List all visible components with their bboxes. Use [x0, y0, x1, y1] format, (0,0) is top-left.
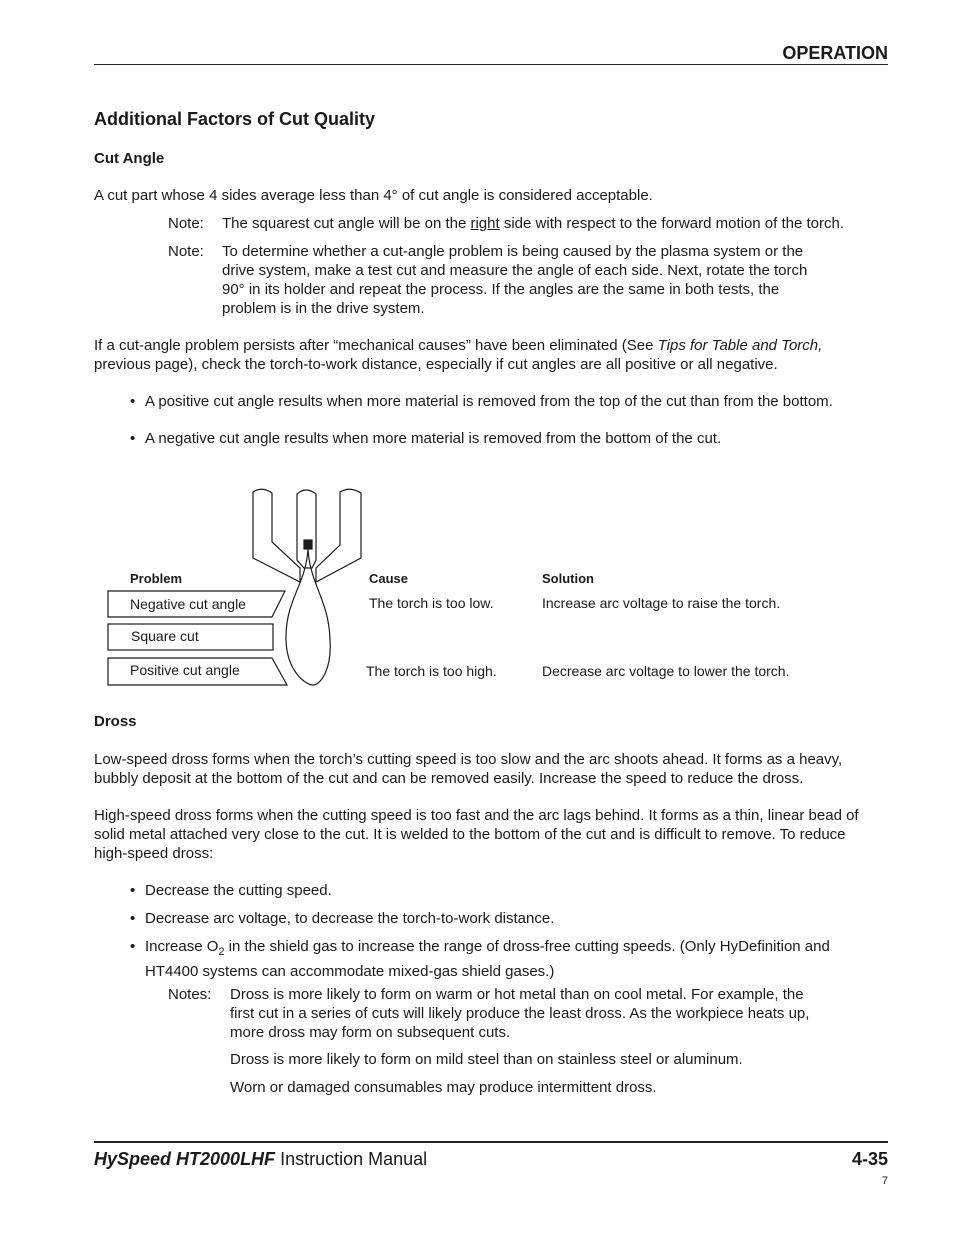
notes-label: Notes: — [168, 986, 212, 1003]
problem-positive: Positive cut angle — [130, 662, 240, 678]
bullet-increase-o2 — [145, 937, 890, 981]
col-cause: Cause — [369, 571, 409, 586]
note1-text-b: side with respect to the forward motion of the torch. — [499, 215, 845, 232]
dross-para2-line: solid metal attached very close to the cut. It is welded to the bottom of the cut and is difficult to remove. To reduce — [94, 826, 846, 843]
bullet3-text-c: HT4400 systems can accommodate mixed-gas shield gases.) — [145, 963, 555, 980]
arc-plume — [286, 549, 330, 685]
note1-text-a: The squarest cut angle will be on the — [222, 215, 471, 232]
notes-consumables: Worn or damaged consumables may produce intermittent dross. — [230, 1079, 657, 1096]
dross-heading: Dross — [94, 713, 137, 730]
dross-para1-line: Low-speed dross forms when the torch’s cutting speed is too slow and the arc shoots ahead. It forms as a heavy, — [94, 751, 843, 768]
note2-line: drive system, make a test cut and measure the angle of each side. Next, rotate the torch — [222, 262, 808, 279]
para1-text-b: previous page), check the torch-to-work distance, especially if cut angles are all positive or all negative. — [94, 356, 778, 373]
para1-italic-ref: Tips for Table and Torch, — [657, 337, 823, 354]
solution-positive: Decrease arc voltage to lower the torch. — [542, 663, 790, 679]
footer-brand: HySpeed HT2000LHF — [94, 1149, 276, 1169]
note2-line: problem is in the drive system. — [222, 300, 425, 317]
dross-high-speed — [94, 806, 904, 863]
cut-angle-intro: A cut part whose 4 sides average less than 4° of cut angle is considered acceptable. — [94, 187, 653, 204]
notes-warm-metal — [230, 985, 850, 1042]
notes1-line: more dross may form on subsequent cuts. — [230, 1024, 511, 1041]
cause-positive: The torch is too high. — [366, 663, 497, 679]
cause-negative: The torch is too low. — [369, 595, 494, 611]
bullet3-subscript: 2 — [218, 946, 225, 958]
notes1-line: first cut in a series of cuts will likely produce the least dross. As the workpiece heats up, — [230, 1005, 810, 1022]
dross-para1-line: bubbly deposit at the bottom of the cut and can be removed easily. Increase the speed to reduce the dross. — [94, 770, 804, 787]
para1-text-a: If a cut-angle problem persists after “mechanical causes” have been eliminated (See — [94, 337, 658, 354]
note2-line: To determine whether a cut-angle problem is being caused by the plasma system or the — [222, 243, 804, 260]
bullet3-text-a: Increase O — [145, 938, 219, 955]
problem-square: Square cut — [131, 628, 199, 644]
bullet-mark: • — [130, 393, 136, 410]
bullet-mark: • — [130, 430, 136, 447]
col-problem: Problem — [130, 571, 183, 586]
notes1-line: Dross is more likely to form on warm or hot metal than on cool metal. For example, the — [230, 986, 804, 1003]
bullet-positive-angle: A positive cut angle results when more material is removed from the top of the cut than from the bottom. — [145, 393, 833, 410]
section-header: OPERATION — [782, 43, 888, 63]
bullet-decrease-voltage: Decrease arc voltage, to decrease the torch-to-work distance. — [145, 910, 555, 927]
problem-negative: Negative cut angle — [130, 596, 246, 612]
footer-page-number: 4-35 — [851, 1149, 888, 1169]
bullet-mark: • — [130, 910, 136, 927]
dross-para2-line: High-speed dross forms when the cutting speed is too fast and the arc lags behind. It forms as a thin, linear bead of — [94, 807, 859, 824]
center-tube-shape — [297, 490, 316, 568]
note2-line: 90° in its holder and repeat the process. If the angles are the same in both tests, the — [222, 281, 780, 298]
note2-label: Note: — [168, 243, 204, 260]
sheet-number: 7 — [881, 1175, 888, 1187]
left-electrode-shape — [253, 489, 300, 582]
bullet-negative-angle: A negative cut angle results when more material is removed from the bottom of the cut. — [145, 430, 722, 447]
solution-negative: Increase arc voltage to raise the torch. — [542, 595, 781, 611]
right-electrode-shape — [316, 489, 361, 582]
dross-low-speed — [94, 750, 904, 788]
bullet-decrease-speed: Decrease the cutting speed. — [145, 882, 332, 899]
bullet-mark: • — [130, 938, 136, 955]
footer-manual-title — [94, 1149, 427, 1170]
footer-rule — [94, 1141, 888, 1143]
note1-label: Note: — [168, 215, 204, 232]
bullet3-text-b: in the shield gas to increase the range of dross-free cutting speeds. (Only HyDefinition and — [224, 938, 830, 955]
col-solution: Solution — [542, 571, 594, 586]
page-title: Additional Factors of Cut Quality — [94, 109, 376, 129]
note1-underlined: right — [470, 215, 500, 232]
bullet-mark: • — [130, 882, 136, 899]
footer-manual: Instruction Manual — [275, 1149, 428, 1169]
cut-angle-heading: Cut Angle — [94, 150, 165, 167]
nozzle-tip — [304, 540, 312, 549]
notes-mild-steel: Dross is more likely to form on mild steel than on stainless steel or aluminum. — [230, 1051, 743, 1068]
torch-drawing — [253, 489, 361, 685]
dross-para2-line: high-speed dross: — [94, 845, 214, 862]
